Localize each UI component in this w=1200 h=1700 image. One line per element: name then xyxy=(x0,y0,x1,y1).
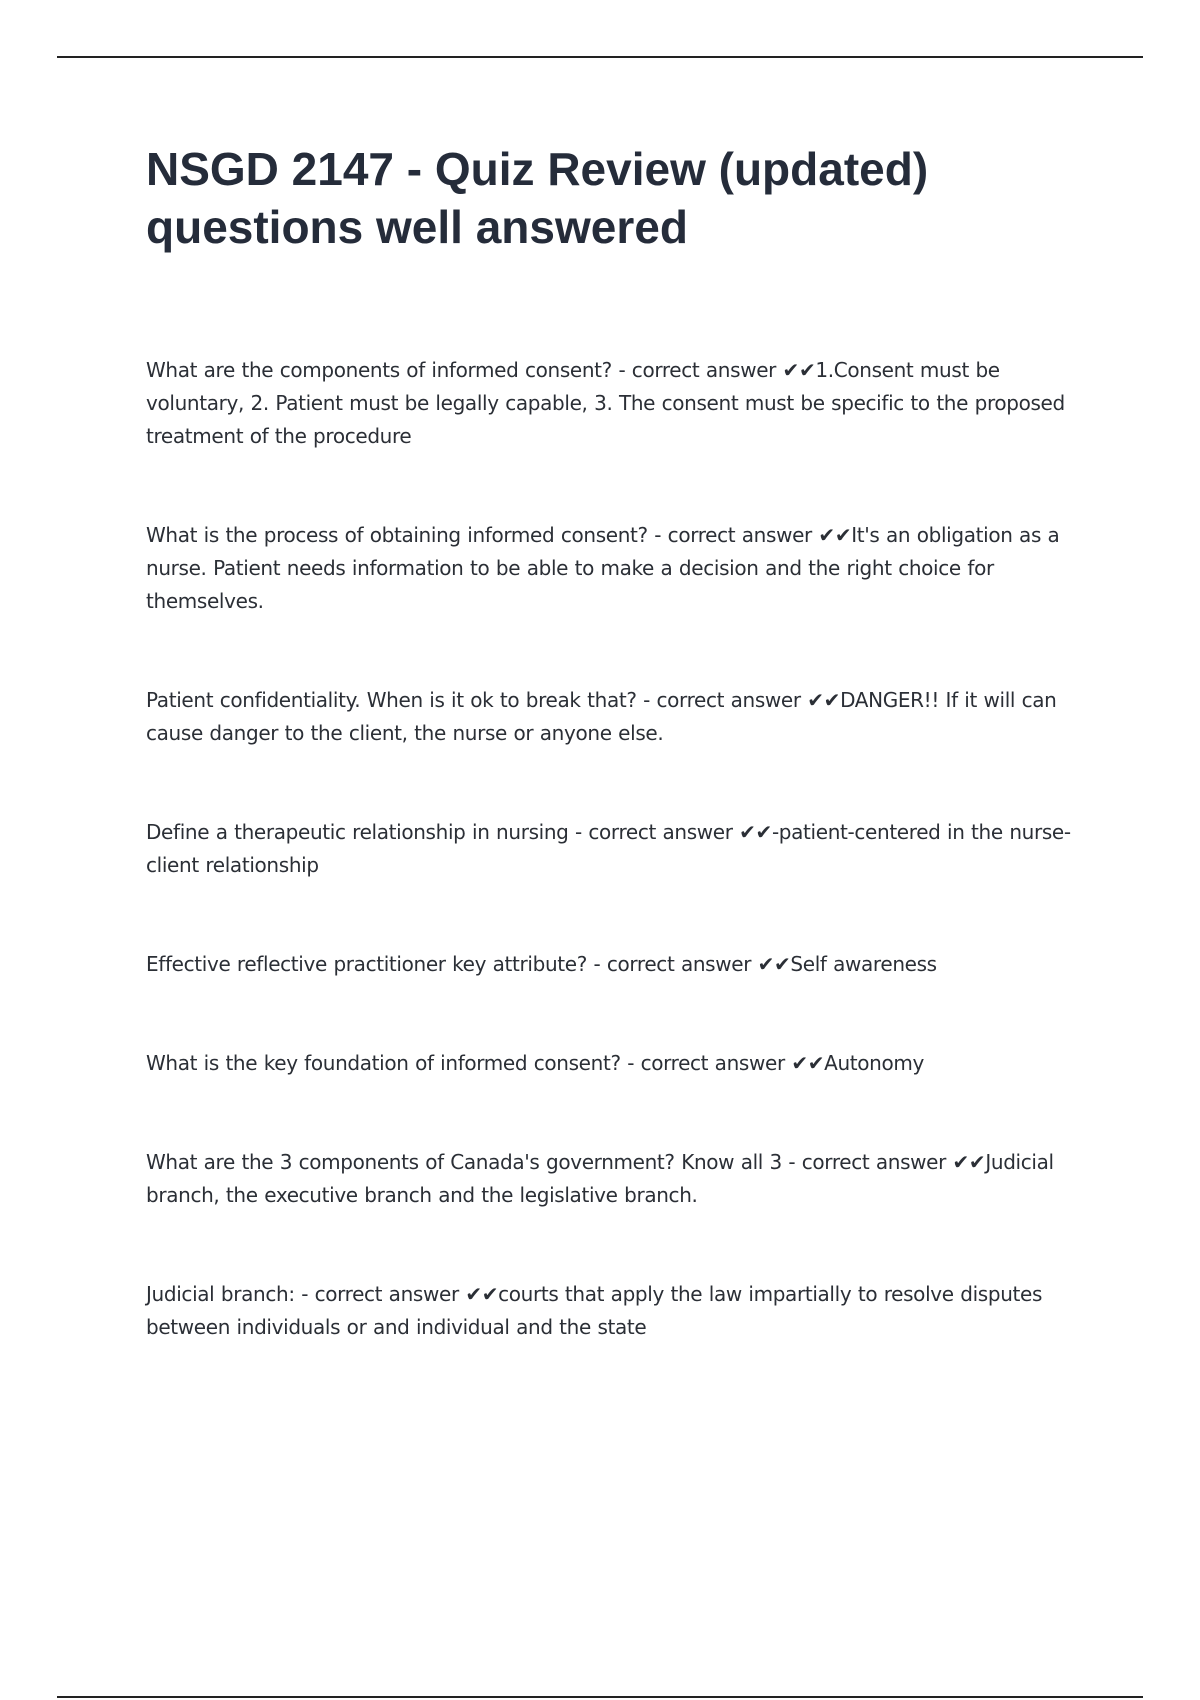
qa-item-government-components: What are the 3 components of Canada's government? Know all 3 - correct answer ✔✔Judicial branch, the executive branch and the legislative branch. xyxy=(146,1150,1054,1207)
bottom-divider xyxy=(57,1696,1143,1698)
document-title: NSGD 2147 - Quiz Review (updated) questions well answered xyxy=(146,143,929,253)
top-divider xyxy=(57,56,1143,58)
qa-item-confidentiality: Patient confidentiality. When is it ok to break that? - correct answer ✔✔DANGER!! If it will can cause danger to the client, the nurse or anyone else. xyxy=(146,688,1057,745)
qa-item-informed-consent-components: What are the components of informed consent? - correct answer ✔✔1.Consent must be voluntary, 2. Patient must be legally capable, 3. The consent must be specific to the proposed treatment of the procedure xyxy=(146,358,1065,448)
qa-item-consent-foundation: What is the key foundation of informed consent? - correct answer ✔✔Autonomy xyxy=(146,1051,925,1075)
qa-item-reflective-practitioner: Effective reflective practitioner key attribute? - correct answer ✔✔Self awareness xyxy=(146,952,937,976)
qa-item-therapeutic-relationship: Define a therapeutic relationship in nursing - correct answer ✔✔-patient-centered in the nurse-client relationship xyxy=(146,820,1071,877)
qa-list xyxy=(146,354,1086,1344)
qa-item-obtaining-consent: What is the process of obtaining informed consent? - correct answer ✔✔It's an obligation as a nurse. Patient needs information to be able to make a decision and the right choice for themselves. xyxy=(146,523,1060,613)
qa-item-judicial-branch: Judicial branch: - correct answer ✔✔courts that apply the law impartially to resolve disputes between individuals or and individual and the state xyxy=(146,1282,1043,1339)
